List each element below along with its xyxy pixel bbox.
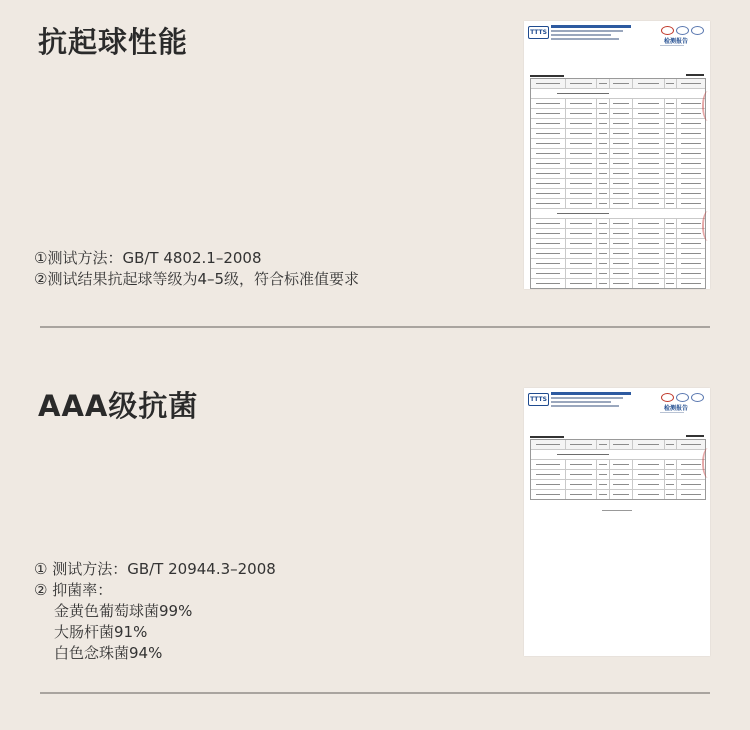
report-org-header xyxy=(551,25,631,42)
report-table-row xyxy=(531,480,705,490)
description-line: ②测试结果抗起球等级为4–5级，符合标准值要求 xyxy=(34,270,360,288)
report-table-row xyxy=(531,179,705,189)
report-table-row xyxy=(531,470,705,480)
report-table-row xyxy=(531,259,705,269)
report-table-row xyxy=(531,279,705,288)
section-divider xyxy=(40,326,710,328)
report-table-row xyxy=(531,169,705,179)
certification-marks xyxy=(661,26,704,35)
report-end-note xyxy=(602,510,632,511)
report-table-row xyxy=(531,199,705,209)
description-line: 金黄色葡萄球菌99% xyxy=(54,602,193,620)
report-table xyxy=(530,439,706,500)
report-table xyxy=(530,78,706,289)
report-logo: TTTS xyxy=(528,393,549,406)
report-title: 检测报告 xyxy=(663,405,688,412)
report-table-row xyxy=(531,129,705,139)
report-table-row xyxy=(531,159,705,169)
description-line: ② 抑菌率： xyxy=(34,581,113,599)
seal-stamp xyxy=(702,211,710,241)
report-org-header xyxy=(551,392,631,409)
report-table-row xyxy=(531,119,705,129)
description-line: ① 测试方法：GB/T 20944.3–2008 xyxy=(34,560,276,578)
report-table-row xyxy=(531,109,705,119)
report-table-row xyxy=(531,450,705,460)
seal-stamp xyxy=(702,91,710,121)
report-table-row xyxy=(531,460,705,470)
report-table-row xyxy=(531,149,705,159)
section-title: 抗起球性能 xyxy=(38,25,189,59)
report-title: 检测报告 xyxy=(663,38,688,45)
test-report-image xyxy=(524,388,710,656)
report-table-row xyxy=(531,229,705,239)
section-description xyxy=(34,559,276,664)
section-description xyxy=(34,248,359,290)
report-table-row xyxy=(531,249,705,259)
certification-marks xyxy=(661,393,704,402)
report-table-row xyxy=(531,99,705,109)
antibacterial-section xyxy=(0,330,750,730)
report-table-row xyxy=(531,440,705,450)
report-table-row xyxy=(531,79,705,89)
report-table-row xyxy=(531,209,705,219)
pilling-section xyxy=(0,0,750,330)
report-table-row xyxy=(531,219,705,229)
report-table-row xyxy=(531,269,705,279)
section-title: AAA级抗菌 xyxy=(38,389,199,423)
report-logo: TTTS xyxy=(528,26,549,39)
seal-stamp xyxy=(702,448,710,478)
report-table-row xyxy=(531,89,705,99)
test-report-image xyxy=(524,21,710,289)
report-table-row xyxy=(531,490,705,499)
section-divider xyxy=(40,692,710,694)
report-table-row xyxy=(531,189,705,199)
report-table-row xyxy=(531,139,705,149)
description-line: 白色念珠菌94% xyxy=(54,644,163,662)
description-line: 大肠杆菌91% xyxy=(54,623,148,641)
description-line: ①测试方法：GB/T 4802.1–2008 xyxy=(34,249,262,267)
report-table-row xyxy=(531,239,705,249)
